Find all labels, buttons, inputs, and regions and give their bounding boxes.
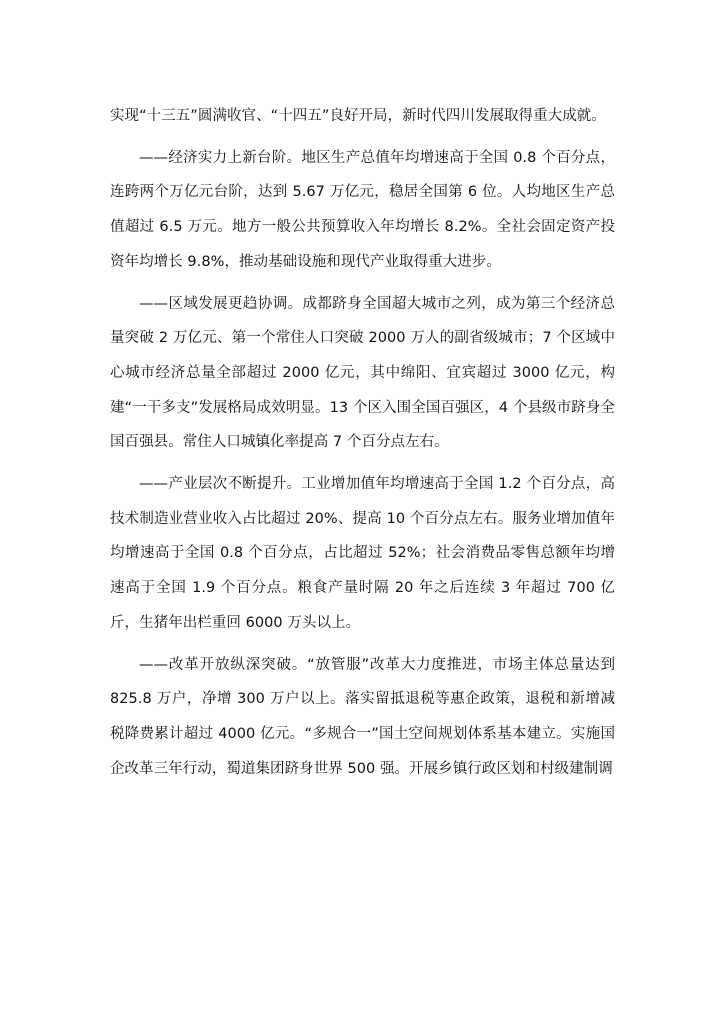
- paragraph-industry-level: ——产业层次不断提升。工业增加值年均增速高于全国 1.2 个百分点，高技术制造业营业收入占比超过 20%、提高 10 个百分点左右。服务业增加值年均增速高于全国 0.8 个百分点，占比超过 52%；社会消费品零售总额年均增速高于全国 1.9 个百分点。粮食产量时隔 20 年之后连续 3 年超过 700 亿斤，生猪年出栏重回 6000 万头以上。: [110, 476, 615, 631]
- paragraph-reform-opening: ——改革开放纵深突破。“放管服”改革大力度推进，市场主体总量达到 825.8 万户，净增 300 万户以上。落实留抵退税等惠企政策，退税和新增减税降费累计超过 4000 亿元。“多规合一”国土空间规划体系基本建立。实施国企改革三年行动，蜀道集团跻身世界 500 强。开展乡镇行政区划和村级建制调: [110, 656, 615, 777]
- paragraph-regional-development: ——区域发展更趋协调。成都跻身全国超大城市之列，成为第三个经济总量突破 2 万亿元、第一个常住人口突破 2000 万人的副省级城市；7 个区域中心城市经济总量全部超过 2000 亿元，其中绵阳、宜宾超过 3000 亿元，构建“一干多支”发展格局成效明显。13 个区入围全国百强区，4 个县级市跻身全国百强县。常住人口城镇化率提高 7 个百分点左右。: [110, 295, 615, 451]
- document-body: [110, 99, 615, 793]
- paragraph-continuation: 实现“十三五”圆满收官、“十四五”良好开局，新时代四川发展取得重大成就。: [110, 108, 606, 124]
- paragraph-economic-strength: ——经济实力上新台阶。地区生产总值年均增速高于全国 0.8 个百分点，连跨两个万亿元台阶，达到 5.67 万亿元，稳居全国第 6 位。人均地区生产总值超过 6.5 万元。地方一般公共预算收入年均增长 8.2%。全社会固定资产投资年均增长 9.8%，推动基础设施和现代产业取得重大进步。: [110, 149, 615, 270]
